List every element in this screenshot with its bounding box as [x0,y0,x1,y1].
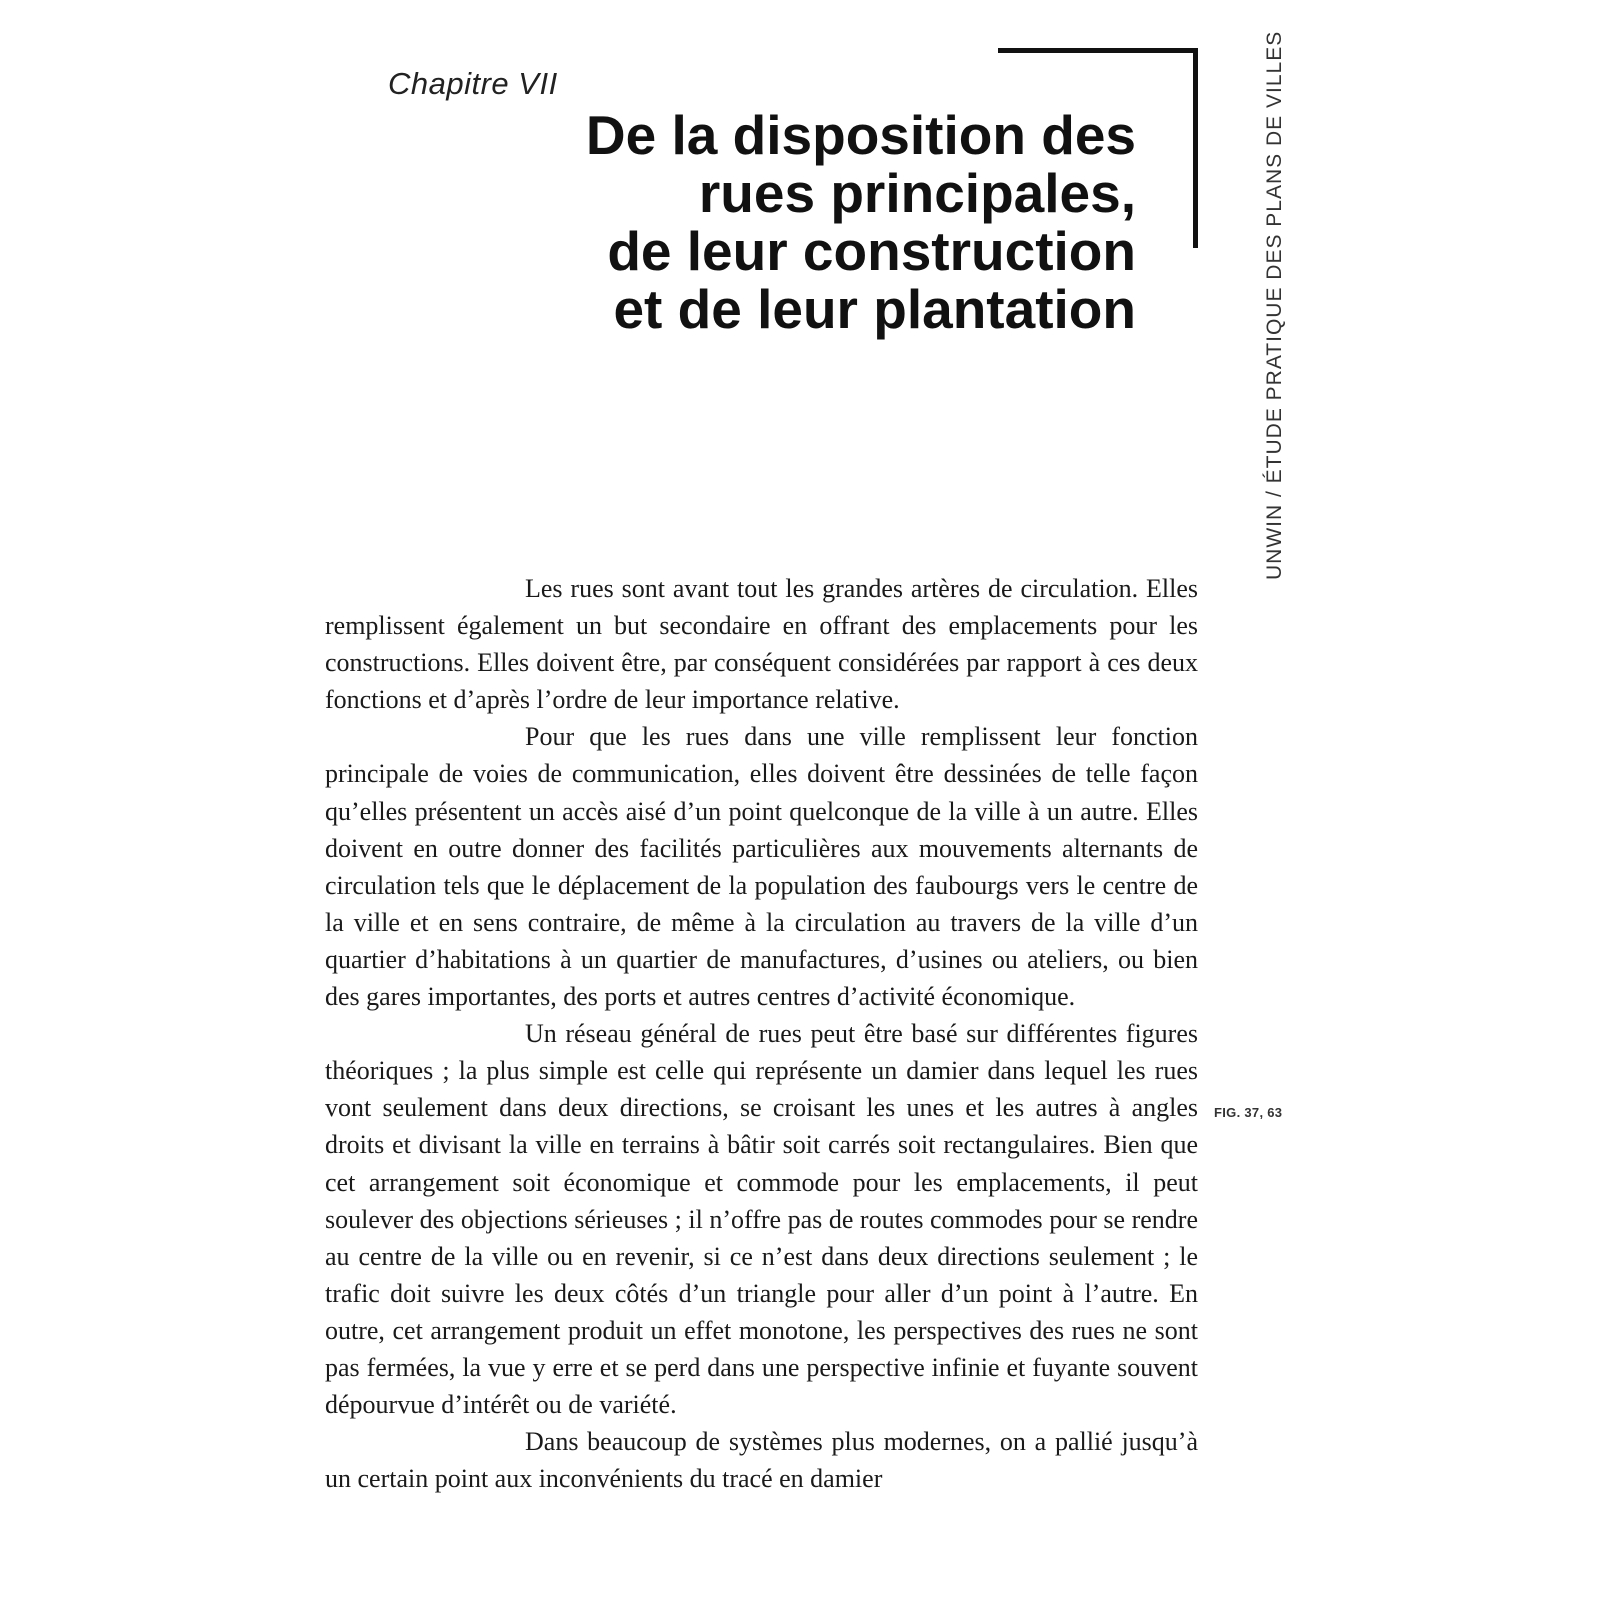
chapter-title-line: de leur construction [607,220,1136,282]
chapter-label: Chapitre VII [388,66,558,101]
title-bracket-top-rule [998,48,1198,53]
chapter-title [520,106,1136,338]
chapter-title-line: rues principales, [698,162,1136,224]
chapter-title-line: De la disposition des [585,104,1136,166]
paragraph: Un réseau général de rues peut être basé sur différentes figures théoriques ; la plus simple est celle qui représente un damier dans lequel les rues vont seulement dans deux directions, se croisant les unes et les autres à angles droits et divisant la ville en terrains à bâtir soit carrés soit rectangulaires. Bien que cet arrangement soit économique et commode pour les emplacements, il peut soulever des objections sérieuses ; il n’offre pas de routes commodes pour se rendre au centre de la ville ou en revenir, si ce n’est dans deux directions seulement ; le trafic doit suivre les deux côtés d’un triangle pour aller d’un point à l’autre. En outre, cet arrangement produit un effet monotone, les perspectives des rues ne sont pas fermées, la vue y erre et se perd dans une perspective infinie et fuyante souvent dépourvue d’intérêt ou de variété. [325,1019,1198,1420]
paragraph: Pour que les rues dans une ville remplissent leur fonction principale de voies de communication, elles doivent être dessinées de telle façon qu’elles présentent un accès aisé d’un point quelconque de la ville à un autre. Elles doivent en outre donner des facilités particulières aux mouvements alternants de circulation tels que le déplacement de la population des faubourgs vers le centre de la ville et en sens contraire, de même à la circulation au travers de la ville d’un quartier d’habitations à un quartier de manufactures, d’usines ou ateliers, ou bien des gares importantes, des ports et autres centres d’activité économique. [325,722,1198,1012]
paragraph: Les rues sont avant tout les grandes artères de circulation. Elles remplissent également un but secondaire en offrant des emplacements pour les constructions. Elles doivent être, par conséquent considérées par rapport à ces deux fonctions et d’après l’ordre de leur importance relative. [325,574,1198,715]
paragraph: Dans beaucoup de systèmes plus modernes, on a pallié jusqu’à un certain point aux inconvénients du tracé en damier [325,1427,1198,1494]
body-text [325,570,1198,1497]
figure-reference-note: FIG. 37, 63 [1214,1105,1283,1120]
running-head: UNWIN / ÉTUDE PRATIQUE DES PLANS DE VILLES [1263,30,1286,580]
title-bracket-side-rule [1193,48,1198,248]
chapter-title-line: et de leur plantation [613,278,1136,340]
